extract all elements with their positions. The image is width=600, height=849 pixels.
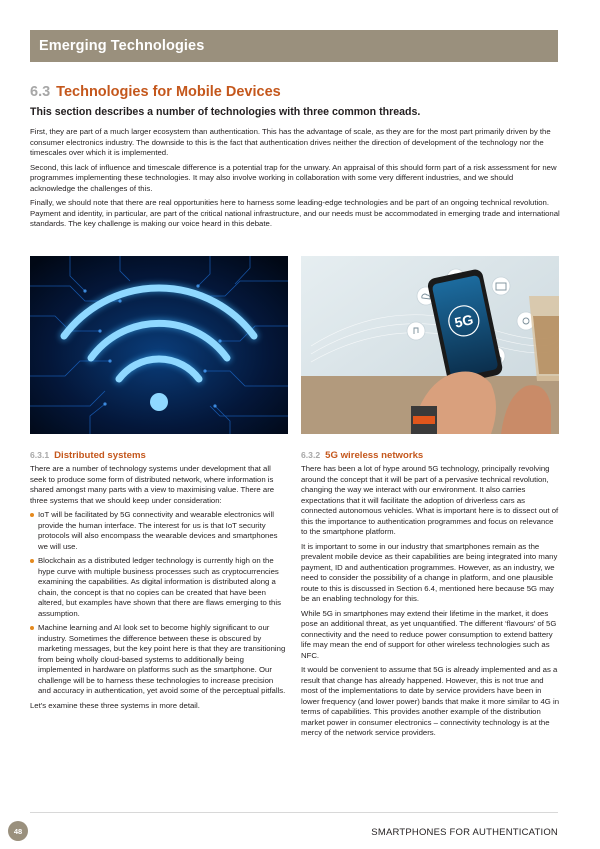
subsection-5g-wireless xyxy=(301,450,559,743)
footer-title: SMARTPHONES FOR AUTHENTICATION xyxy=(371,827,558,838)
subsection-heading xyxy=(30,450,288,461)
body-paragraph: It would be convenient to assume that 5G is already implemented and as a result that change has already happened. However, this is not true and most of the implementations to date by service providers have been in lower frequency (and lower power) bands that make it more similar to 4G in terms of capabilities. This provides another example of the distribution market power in consumer electronics – connectivity technology is at the mercy of the network service providers. xyxy=(301,665,560,737)
intro-paragraph: Finally, we should note that there are real opportunities here to harness some leading-edge technologies and be part of an ongoing technical revolution. Payment and identity, in particular, are part of the critical national infrastructure, and our needs must be accommodated in emerging trade and international standards. The key challenge is making our voice heard in this debate. xyxy=(30,198,560,228)
bullet-icon xyxy=(30,513,34,517)
subsection-title: Distributed systems xyxy=(54,450,146,461)
section-lead: This section describes a number of technologies with three common threads. xyxy=(30,106,421,118)
footer-divider xyxy=(30,812,558,813)
list-item: Blockchain as a distributed ledger technology is currently high on the hype curve with multiple business processes such as cryptocurrencies examining the capabilities. As digital information is distributed along a chain, the concept is that no copies can be created that have been altered, but examples have shown that there are flaws emerging to this assumption. xyxy=(30,556,288,619)
5g-smartphone-image xyxy=(301,256,559,434)
subsection-intro: There are a number of technology systems under development that all seek to produce some form of distributed network, where information is shared amongst many parts with a view to maximising value. There are three systems that we should keep under consideration: xyxy=(30,464,275,505)
intro-paragraph: First, they are part of a much larger ecosystem than authentication. This has the advantage of scale, as they are for the most part primarily driven by the consumer electronics industry. The downside to this is the fact that authentication drives neither the direction of development of the technology nor the timescales over which it is implemented. xyxy=(30,127,551,157)
subsection-outro: Let's examine these three systems in more detail. xyxy=(30,700,200,710)
section-title: Technologies for Mobile Devices xyxy=(56,84,281,100)
bullet-icon xyxy=(30,559,34,563)
subsection-title: 5G wireless networks xyxy=(325,450,424,461)
page-number: 48 xyxy=(8,821,28,841)
intro-paragraph: Second, this lack of influence and timescale difference is a potential trap for the unwary. An appraisal of this should form part of a risk assessment for new programmes implementing these technologies. It may also involve working in collaboration with some very different industries, and we should acknowledge the challenges of this. xyxy=(30,162,557,193)
list-item: IoT will be facilitated by 5G connectivity and wearable electronics will provide the human interface. The interest for us is that IoT security protocols will also encompass the wearable devices and smartphones we will use. xyxy=(30,510,288,552)
bullet-icon xyxy=(30,626,34,630)
body-paragraph: While 5G in smartphones may extend their lifetime in the market, it does pose an additional threat, as yet unquantified. The different ‘flavours’ of 5G connectivity and the need to reduce power consumption to extend battery life may mean the end of support for other wireless technologies such as NFC. xyxy=(301,608,557,660)
subsection-heading xyxy=(301,450,559,461)
subsection-distributed-systems xyxy=(30,450,288,715)
section-number: 6.3 xyxy=(30,84,51,100)
wifi-circuit-image xyxy=(30,256,288,434)
chapter-header-bar xyxy=(30,30,558,62)
music-icon xyxy=(407,322,425,340)
mail-icon xyxy=(492,277,510,295)
body-paragraph: It is important to some in our industry that smartphones remain as the prevalent mobile device as their capabilities are being integrated into many payment, ID and authentication programmes. However, as an industry, we need to consider the possibility of a change in platform, and one plausible route to this is discussed in Section 6.4, mentioned here because 5G may be an enabling technology for this. xyxy=(301,541,558,603)
wifi-icon xyxy=(30,256,288,434)
section-heading xyxy=(30,84,281,100)
chapter-title: Emerging Technologies xyxy=(39,38,205,54)
intro-text xyxy=(30,127,560,234)
subsection-number: 6.3.2 xyxy=(301,450,321,460)
bullet-list xyxy=(30,510,288,697)
5g-badge: 5G xyxy=(453,311,475,331)
list-item: Machine learning and AI look set to become highly significant to our industry. Sometimes the difference between these is obscured by marketing messages, but the key point here is that they are transitioning from being wholly cloud-based systems to additionally being implemented in hardware on platforms such as the smartphone. Our challenge will be to harness these technologies to increase precision and accuracy in authentication, yet avoid some of the perceptual pitfalls. xyxy=(30,623,288,697)
body-paragraph: There has been a lot of hype around 5G technology, principally revolving around the concept that it will be part of a pervasive technical revolution, changing the way we interact with our environment. It also carries expectations that it will facilitate the adoption of driverless cars as connected autonomous vehicles. What is important here is to dissect out of this the importance to authentication programmes and focus on relevance to the smartphone platform. xyxy=(301,464,559,536)
subsection-number: 6.3.1 xyxy=(30,450,50,460)
